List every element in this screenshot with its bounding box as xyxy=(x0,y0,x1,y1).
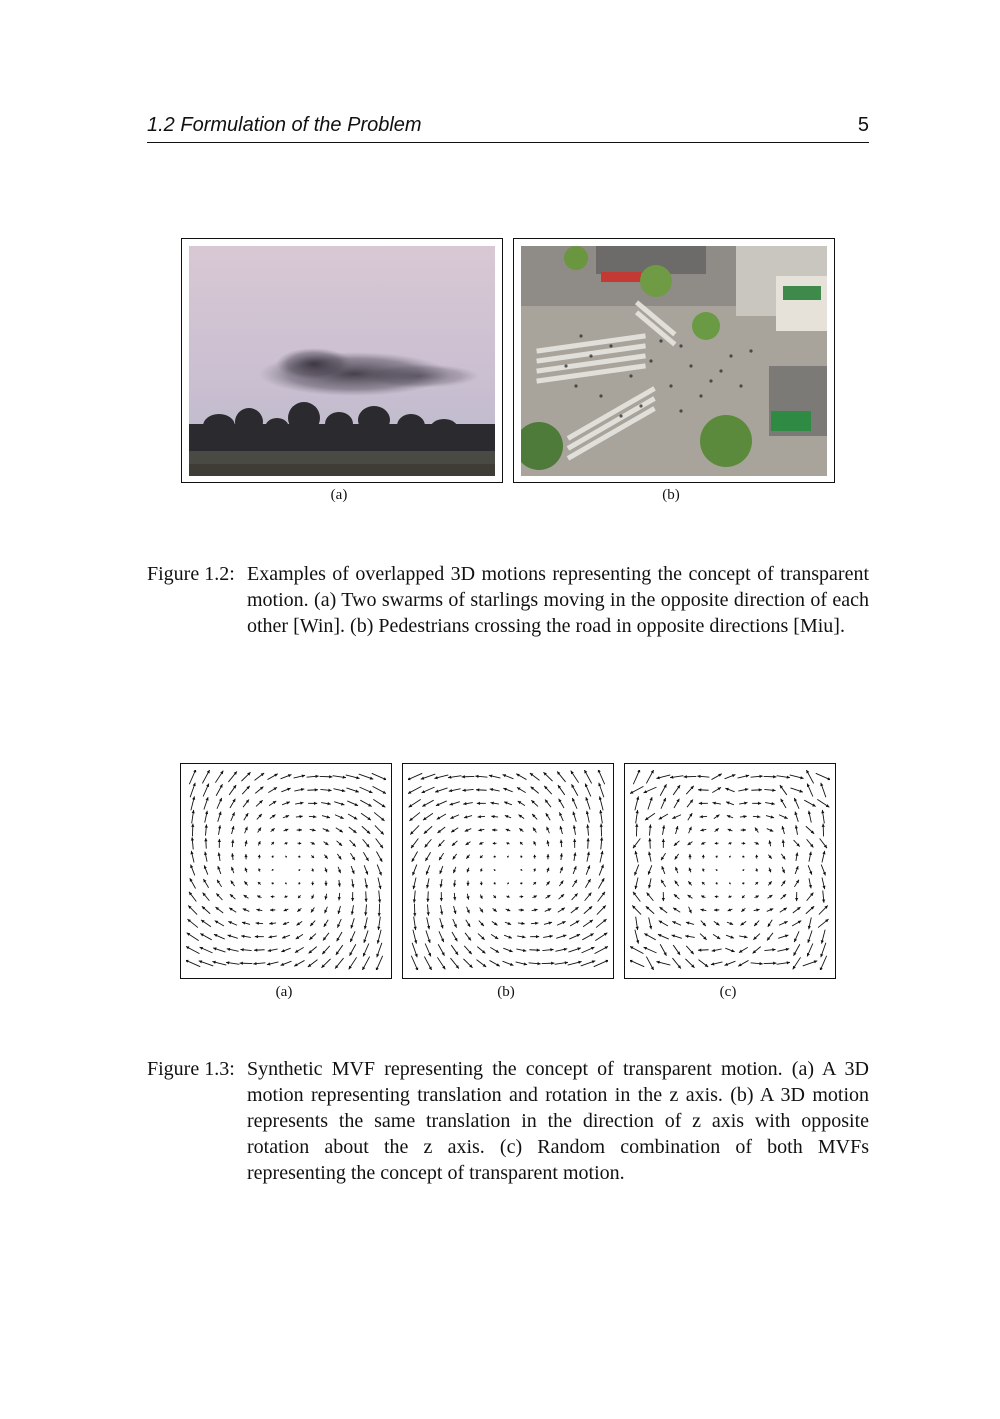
vector-arrowhead xyxy=(743,842,745,845)
vector-arrowhead xyxy=(577,947,581,950)
vector-arrowhead xyxy=(302,774,305,777)
vector-arrowhead xyxy=(662,898,665,901)
vector-arrowhead xyxy=(799,790,803,793)
vector-arrowhead xyxy=(351,884,354,887)
vector-arrowhead xyxy=(268,935,271,938)
vector-arrowhead xyxy=(475,775,478,778)
vector-arrowhead xyxy=(267,962,270,965)
figure-1-2a-frame xyxy=(181,238,503,483)
vector-arrowhead xyxy=(533,855,536,857)
vector-arrowhead xyxy=(218,839,221,842)
vector-arrowhead xyxy=(270,908,273,911)
vector-arrowhead xyxy=(191,837,194,840)
vector-arrowhead xyxy=(700,908,703,911)
vector-arrowhead xyxy=(256,908,259,911)
figure-1-3-caption-text: Synthetic MVF representing the concept of transparent motion. (a) A 3D motion representing translation and rotation in the z axis. (b) A 3D motion represents the same translation in the direction of z axis with opposite rotation about the z axis. (c) Random combination of both MVFs representing the concept of transparent motion. xyxy=(247,1058,869,1184)
vector-arrowhead xyxy=(586,811,589,814)
vector-arrowhead xyxy=(314,802,317,805)
vector-arrowhead xyxy=(489,774,492,777)
page-number: 5 xyxy=(857,114,869,136)
vector-arrowhead xyxy=(550,948,553,951)
vector-arrowhead xyxy=(428,939,431,943)
vector-arrowhead xyxy=(204,838,207,841)
figure-1-2b-label: (b) xyxy=(662,487,680,503)
vector-arrowhead xyxy=(546,854,549,857)
vector-arrowhead xyxy=(820,783,823,787)
vector-arrowhead xyxy=(759,962,762,965)
vector-arrowhead xyxy=(758,802,761,805)
vector-arrowhead xyxy=(299,842,301,845)
figure-1-2-caption-text: Examples of overlapped 3D motions representing the concept of transparent motion. (a) Two swarms of starlings moving in the opposite direction of each other [Win]. (b) Pedestrians crossing the road in opposite directions [Miu]. xyxy=(247,563,869,637)
vector-arrowhead xyxy=(743,828,746,831)
vector-arrowhead xyxy=(650,797,653,801)
vector-arrowhead xyxy=(635,824,638,827)
vector-arrowhead xyxy=(190,851,193,854)
vector-arrowhead xyxy=(648,852,651,855)
figure-1-3a-frame xyxy=(180,763,392,979)
vector-arrowhead xyxy=(268,949,271,952)
vector-arrowhead xyxy=(364,926,367,929)
figure-1-3b-label: (b) xyxy=(497,984,515,1000)
vector-arrowhead xyxy=(193,783,196,787)
vector-arrowhead xyxy=(600,824,603,827)
vector-arrowhead xyxy=(254,949,257,952)
vector-arrowhead xyxy=(697,775,700,778)
vector-arrowhead xyxy=(218,852,221,855)
vector-arrowhead xyxy=(453,897,456,900)
vector-arrowhead xyxy=(440,884,443,887)
vector-arrowhead xyxy=(462,789,465,792)
vector-arrowhead xyxy=(324,896,327,899)
mvf-translation-rotation-cw xyxy=(186,770,386,970)
vector-arrowhead xyxy=(363,939,366,943)
vector-arrowhead xyxy=(755,855,758,857)
vector-arrowhead xyxy=(466,883,469,886)
vector-arrowhead xyxy=(535,922,538,925)
vector-arrowhead xyxy=(759,775,762,778)
vector-arrowhead xyxy=(231,840,234,843)
vector-arrowhead xyxy=(782,840,785,843)
vector-arrowhead xyxy=(521,908,524,911)
vector-arrowhead xyxy=(634,886,637,889)
vector-arrowhead xyxy=(328,789,331,792)
vector-arrowhead xyxy=(338,897,341,900)
vector-arrowhead xyxy=(702,855,705,857)
vector-arrowhead xyxy=(312,828,315,831)
vector-arrowhead xyxy=(240,948,243,951)
vector-arrowhead xyxy=(522,935,525,938)
figure-1-3b-frame xyxy=(402,763,614,979)
vector-arrowhead xyxy=(746,774,749,777)
vector-arrowhead xyxy=(712,949,715,952)
vector-arrowhead xyxy=(711,962,714,965)
vector-arrowhead xyxy=(365,899,368,902)
vector-arrowhead xyxy=(301,788,304,791)
vector-arrowhead xyxy=(213,947,217,950)
vector-arrowhead xyxy=(786,948,789,951)
vector-arrowhead xyxy=(822,899,825,902)
vector-arrowhead xyxy=(271,895,273,898)
vector-arrowhead xyxy=(648,838,651,841)
figure-1-2a-label: (a) xyxy=(330,487,348,503)
vector-arrowhead xyxy=(795,898,798,901)
vector-arrowhead xyxy=(807,939,810,943)
vector-arrowhead xyxy=(478,815,481,818)
vector-arrowhead xyxy=(490,788,493,791)
vector-arrowhead xyxy=(745,788,748,791)
vector-arrowhead xyxy=(662,839,665,842)
vector-arrowhead xyxy=(688,854,691,857)
vector-arrowhead xyxy=(258,855,261,857)
vector-arrowhead xyxy=(700,828,703,831)
vector-arrowhead xyxy=(744,935,747,938)
vector-arrowhead xyxy=(820,954,823,958)
vector-arrowhead xyxy=(592,960,596,963)
figure-1-2-caption xyxy=(147,561,869,639)
vector-arrowhead xyxy=(586,824,589,827)
vector-arrowhead xyxy=(808,926,811,929)
figure-1-3a-label: (a) xyxy=(275,984,293,1000)
vector-arrowhead xyxy=(205,811,208,814)
vector-arrowhead xyxy=(560,840,563,843)
vector-arrowhead xyxy=(421,777,425,780)
vector-arrowhead xyxy=(191,824,194,827)
vector-arrowhead xyxy=(313,815,316,818)
vector-arrowhead xyxy=(370,777,374,780)
vector-arrowhead xyxy=(744,802,747,805)
vector-arrowhead xyxy=(795,852,798,855)
vector-arrowhead xyxy=(427,912,430,915)
vector-arrowhead xyxy=(376,954,379,958)
vector-arrowhead xyxy=(462,775,465,778)
vector-arrowhead xyxy=(822,824,825,827)
vector-arrowhead xyxy=(227,948,230,951)
vector-arrowhead xyxy=(478,828,481,831)
vector-arrowhead xyxy=(256,922,259,925)
vector-arrowhead xyxy=(253,962,256,965)
figure-1-3-caption-label: Figure 1.3: xyxy=(147,1058,235,1080)
vector-arrowhead xyxy=(523,949,526,952)
vector-arrowhead xyxy=(714,908,717,911)
vector-arrowhead xyxy=(490,802,493,805)
vector-arrowhead xyxy=(412,886,415,889)
vector-arrowhead xyxy=(351,898,354,901)
vector-arrowhead xyxy=(521,895,523,898)
starling-murmuration-photo xyxy=(189,246,495,476)
vector-arrowhead xyxy=(698,788,701,791)
vector-arrowhead xyxy=(378,913,381,916)
vector-arrowhead xyxy=(534,908,537,911)
running-header xyxy=(147,112,869,143)
vector-arrowhead xyxy=(648,885,651,888)
vector-arrowhead xyxy=(684,775,687,778)
vector-arrowhead xyxy=(324,883,327,886)
vector-arrowhead xyxy=(426,885,429,888)
vector-arrowhead xyxy=(598,783,601,787)
vector-arrowhead xyxy=(300,802,303,805)
vector-arrowhead xyxy=(573,839,576,842)
figure-1-2b-frame xyxy=(513,238,835,483)
vector-arrowhead xyxy=(773,775,776,778)
vector-arrowhead xyxy=(204,852,207,855)
vector-arrowhead xyxy=(413,913,416,916)
vector-arrowhead xyxy=(365,885,368,888)
vector-arrowhead xyxy=(449,789,452,792)
vector-arrowhead xyxy=(342,789,345,792)
vector-arrowhead xyxy=(240,962,243,965)
vector-arrowhead xyxy=(759,788,762,791)
vector-arrowhead xyxy=(814,960,818,963)
vector-arrowhead xyxy=(564,948,567,951)
vector-arrowhead xyxy=(809,852,812,855)
vector-arrowhead xyxy=(244,854,247,857)
vector-arrowhead xyxy=(757,815,760,818)
vector-arrowhead xyxy=(649,926,652,929)
vector-arrowhead xyxy=(537,962,540,965)
vector-arrowhead xyxy=(768,840,771,843)
figure-1-3c-frame xyxy=(624,763,836,979)
vector-arrowhead xyxy=(551,962,554,965)
vector-arrowhead xyxy=(634,851,637,854)
vector-arrowhead xyxy=(315,788,318,791)
vector-arrowhead xyxy=(537,949,540,952)
vector-arrowhead xyxy=(808,811,811,814)
vector-arrowhead xyxy=(311,883,314,885)
vector-arrowhead xyxy=(536,935,539,938)
vector-arrowhead xyxy=(715,842,717,845)
vector-arrowhead xyxy=(435,790,439,793)
section-title: 1.2 Formulation of the Problem xyxy=(147,114,422,136)
mvf-random-combination xyxy=(630,770,830,970)
vector-arrowhead xyxy=(440,898,443,901)
vector-arrowhead xyxy=(492,828,495,831)
vector-arrowhead xyxy=(199,960,203,963)
vector-arrowhead xyxy=(587,838,590,841)
vector-arrowhead xyxy=(524,962,527,965)
vector-arrowhead xyxy=(378,886,381,889)
vector-arrowhead xyxy=(600,851,603,854)
figure-1-2-caption-label: Figure 1.2: xyxy=(147,563,235,585)
figure-1-3-caption xyxy=(147,1056,869,1186)
vector-arrowhead xyxy=(477,802,480,805)
vector-arrowhead xyxy=(415,954,418,958)
vector-arrowhead xyxy=(712,802,715,805)
vector-arrowhead xyxy=(649,824,652,827)
vector-arrowhead xyxy=(585,797,588,801)
vector-arrowhead xyxy=(299,828,302,831)
vector-arrowhead xyxy=(587,852,590,855)
vector-arrowhead xyxy=(378,899,381,902)
vector-arrowhead xyxy=(476,788,479,791)
vector-arrowhead xyxy=(773,962,776,965)
vector-arrowhead xyxy=(493,842,495,845)
vector-arrowhead xyxy=(480,883,483,885)
vector-arrowhead xyxy=(600,837,603,840)
vector-arrowhead xyxy=(700,815,703,818)
vector-arrowhead xyxy=(315,775,318,778)
mvf-translation-rotation-ccw xyxy=(408,770,608,970)
vector-arrowhead xyxy=(364,912,367,915)
vector-arrowhead xyxy=(822,886,825,889)
vector-arrowhead xyxy=(355,790,359,793)
vector-arrowhead xyxy=(698,949,701,952)
vector-arrowhead xyxy=(715,895,717,898)
vector-arrowhead xyxy=(772,948,775,951)
vector-arrowhead xyxy=(756,908,759,911)
figure-1-3c-label: (c) xyxy=(719,984,737,1000)
vector-arrowhead xyxy=(809,885,812,888)
vector-arrowhead xyxy=(546,840,549,843)
vector-arrowhead xyxy=(244,840,247,843)
vector-arrowhead xyxy=(427,926,430,929)
vector-arrowhead xyxy=(822,851,825,854)
vector-arrowhead xyxy=(206,797,209,801)
vector-arrowhead xyxy=(413,899,416,902)
vector-arrowhead xyxy=(699,802,702,805)
vector-arrowhead xyxy=(573,852,576,855)
vector-arrowhead xyxy=(426,899,429,902)
vector-arrowhead xyxy=(772,789,775,792)
vector-arrowhead xyxy=(329,775,332,778)
vector-arrowhead xyxy=(255,935,258,938)
vector-arrowhead xyxy=(466,896,469,899)
pedestrian-crossing-photo xyxy=(521,246,827,476)
vector-arrowhead xyxy=(205,824,208,827)
